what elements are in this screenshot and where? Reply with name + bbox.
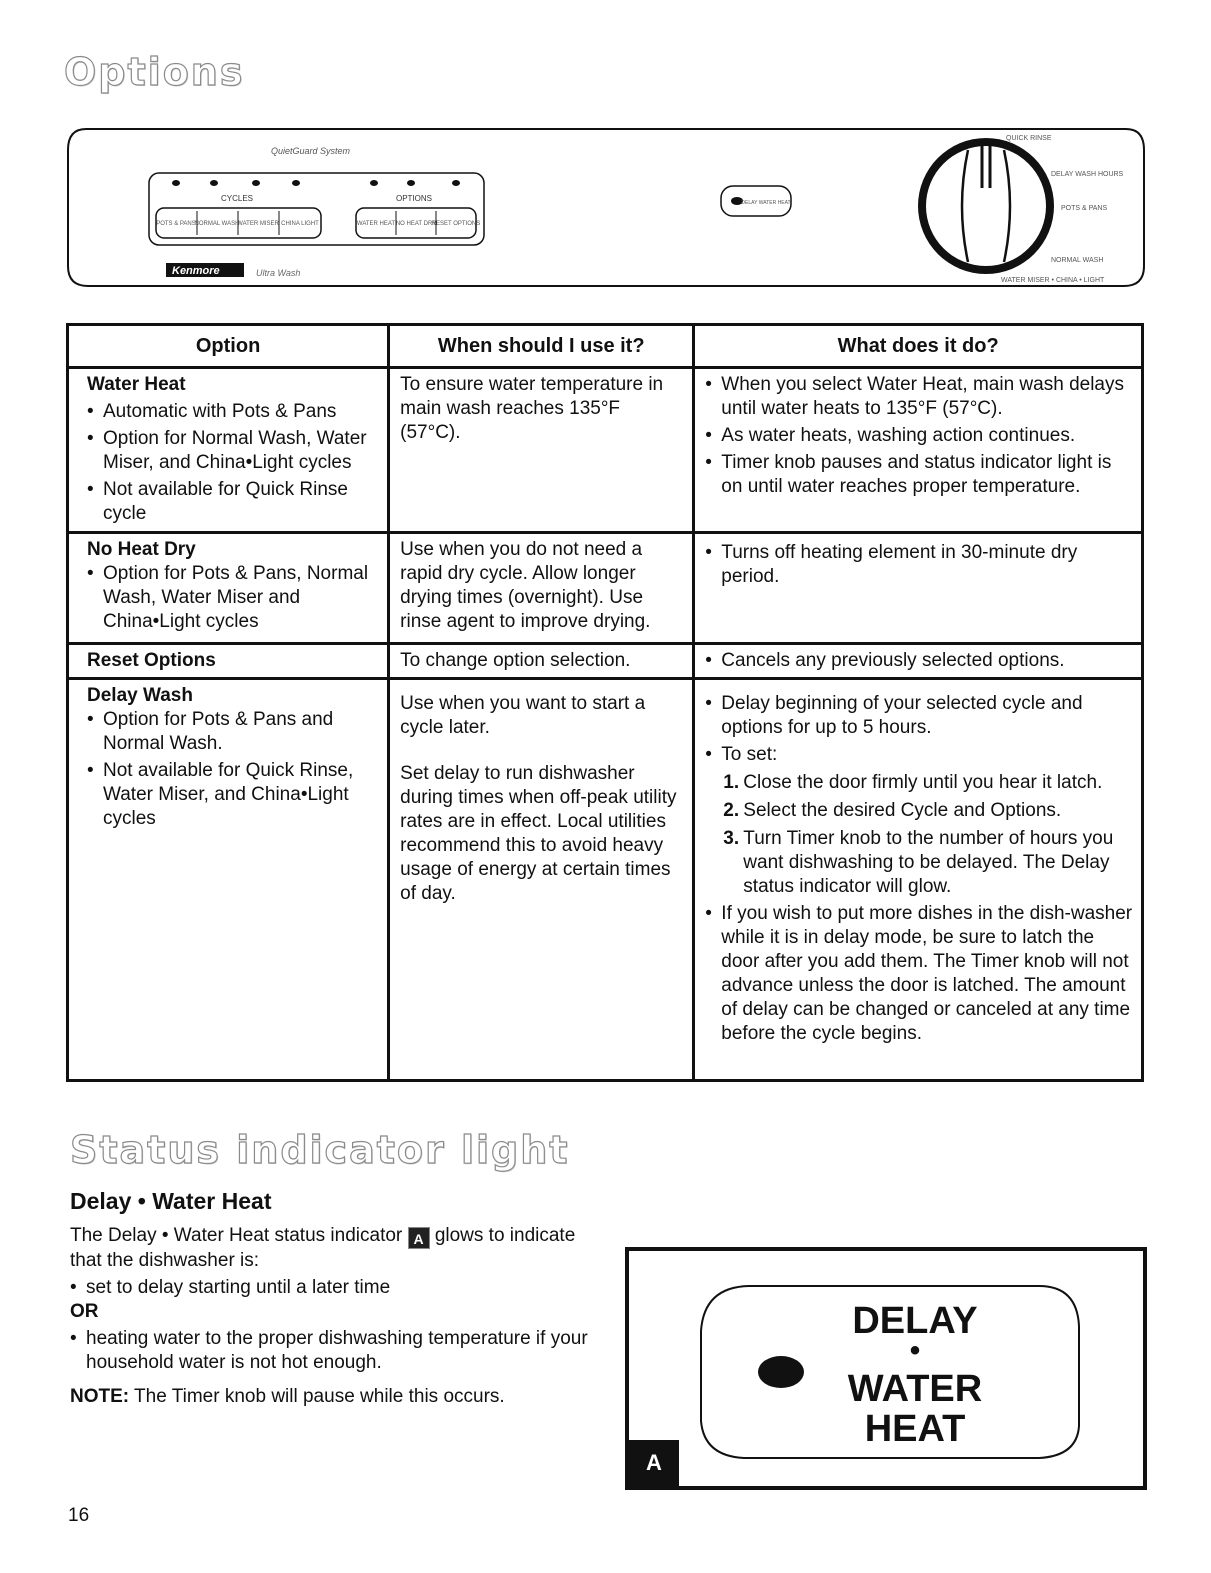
- when-text-delay-wash-2: Set delay to run dishwasher during times when off-peak utility rates are in effect. Local utilities recommend this to avoid heavy usage of energy at certain times of day.: [400, 763, 677, 904]
- cycle-button-normal[interactable]: NORMAL WASH: [194, 221, 240, 227]
- list-item: • As water heats, washing action continues.: [705, 424, 1133, 448]
- dial-label-normal: NORMAL WASH: [1051, 257, 1104, 264]
- header-option: Option: [68, 325, 389, 368]
- ultra-wash-text: Ultra Wash: [256, 268, 301, 278]
- list-item: • If you wish to put more dishes in the dish-washer while it is in delay mode, be sure to latch the door after you add them. The Timer knob will not advance unless the door is latched. The amount of delay can be changed or canceled at any time before the cycle begins.: [705, 902, 1133, 1046]
- step-text: Close the door firmly until you hear it latch.: [743, 772, 1103, 793]
- cycles-label: CYCLES: [221, 194, 254, 203]
- list-item: • Timer knob pauses and status indicator light is on until water reaches proper temperature.: [705, 451, 1133, 499]
- row-title-reset-options: Reset Options: [87, 650, 216, 671]
- figure-heat-text: HEAT: [864, 1408, 966, 1450]
- when-text-reset-options: To change option selection.: [400, 650, 631, 671]
- list-item: • Turns off heating element in 30-minute dry period.: [705, 541, 1133, 589]
- figure-dot: •: [909, 1334, 921, 1367]
- indicator-led: [758, 1356, 804, 1388]
- table-row-no-heat-dry: [68, 533, 1143, 644]
- cycle-button-miser[interactable]: WATER MISER: [237, 221, 279, 227]
- list-item: • Not available for Quick Rinse, Water Miser, and China•Light cycles: [87, 759, 379, 831]
- list-item: • heating water to the proper dishwashing temperature if your household water is not hot enough.: [70, 1327, 600, 1375]
- cycle-leds: [172, 180, 460, 186]
- step-text: Select the desired Cycle and Options.: [743, 800, 1062, 821]
- dial-label-miser-china: WATER MISER • CHINA • LIGHT: [1001, 277, 1105, 284]
- figure-water-text: WATER: [847, 1368, 983, 1410]
- table-row-reset-options: [68, 644, 1143, 679]
- step-number: 2.: [723, 800, 740, 821]
- status-intro-b: glows to indicate that the dishwasher is:: [70, 1225, 576, 1271]
- list-item: • To set:: [705, 743, 1133, 767]
- table-row-water-heat: [68, 368, 1143, 533]
- when-text-no-heat-dry: Use when you do not need a rapid dry cycle. Allow longer drying times (overnight). Use rinse agent to improve drying.: [400, 539, 651, 632]
- list-item: • Delay beginning of your selected cycle and options for up to 5 hours.: [705, 692, 1133, 740]
- cycle-button-china[interactable]: CHINA LIGHT: [281, 221, 319, 227]
- list-item: • Automatic with Pots & Pans: [87, 400, 379, 424]
- header-what: What does it do?: [694, 325, 1143, 368]
- step-text: Turn Timer knob to the number of hours you want dishwashing to be delayed. The Delay status indicator will glow.: [743, 828, 1114, 897]
- step-number: 3.: [723, 828, 740, 849]
- page-number: 16: [68, 1505, 90, 1526]
- list-item: • When you select Water Heat, main wash delays until water heats to 135°F (57°C).: [705, 373, 1133, 421]
- callout-a-badge: A: [408, 1227, 430, 1249]
- status-indicator-label: DELAY WATER HEAT: [741, 200, 791, 206]
- dial-label-delay: DELAY WASH HOURS: [1051, 171, 1124, 178]
- status-indicator-title: Status indicator light: [70, 1128, 570, 1172]
- brand-small-text: QuietGuard System: [271, 146, 351, 156]
- list-item: • Option for Pots & Pans and Normal Wash.: [87, 708, 379, 756]
- dial-label-quick-rinse: QUICK RINSE: [1006, 135, 1052, 142]
- table-row-delay-wash: [68, 679, 1143, 1081]
- table-header-row: [68, 325, 1143, 368]
- list-item: • set to delay starting until a later time: [70, 1276, 600, 1300]
- step-number: 1.: [723, 772, 740, 793]
- options-table: [66, 323, 1144, 1082]
- figure-label-a: A: [629, 1440, 679, 1486]
- options-label: OPTIONS: [396, 194, 433, 203]
- options-title: Options: [64, 50, 245, 94]
- note-label: NOTE:: [70, 1386, 130, 1407]
- list-item: • Option for Normal Wash, Water Miser, and China•Light cycles: [87, 427, 379, 475]
- when-text-water-heat: To ensure water temperature in main wash reaches 135°F (57°C).: [400, 374, 664, 443]
- control-panel-illustration: [66, 128, 1146, 288]
- row-title-delay-wash: Delay Wash: [87, 685, 193, 706]
- list-item: • Cancels any previously selected options.: [705, 649, 1133, 673]
- step-item: [721, 827, 1133, 899]
- option-button-water-heat[interactable]: WATER HEAT: [356, 221, 396, 227]
- note-text: The Timer knob will pause while this occurs.: [134, 1386, 505, 1407]
- option-button-no-heat-dry[interactable]: NO HEAT DRY: [395, 221, 437, 227]
- timer-knob[interactable]: [918, 138, 1054, 274]
- or-text: OR: [70, 1301, 99, 1322]
- list-item: • Option for Pots & Pans, Normal Wash, Water Miser and China•Light cycles: [87, 562, 379, 634]
- cycle-button-pots[interactable]: POTS & PANS: [156, 221, 196, 227]
- status-body: [70, 1224, 600, 1412]
- figure-delay-text: DELAY: [852, 1300, 978, 1342]
- status-indicator-figure: [625, 1247, 1147, 1490]
- option-button-reset[interactable]: RESET OPTIONS: [431, 221, 481, 227]
- status-intro-a: The Delay • Water Heat status indicator: [70, 1225, 403, 1246]
- dial-label-pots: POTS & PANS: [1061, 205, 1108, 212]
- step-item: [721, 799, 1133, 823]
- list-item: • Not available for Quick Rinse cycle: [87, 478, 379, 526]
- kenmore-logo-text: Kenmore: [172, 265, 220, 277]
- step-item: [721, 771, 1133, 795]
- when-text-delay-wash: Use when you want to start a cycle later.: [400, 693, 646, 738]
- header-when: When should I use it?: [389, 325, 694, 368]
- delay-steps: [721, 771, 1133, 899]
- row-title-no-heat-dry: No Heat Dry: [87, 539, 196, 560]
- status-subtitle: Delay • Water Heat: [70, 1188, 272, 1214]
- row-title-water-heat: Water Heat: [87, 374, 186, 395]
